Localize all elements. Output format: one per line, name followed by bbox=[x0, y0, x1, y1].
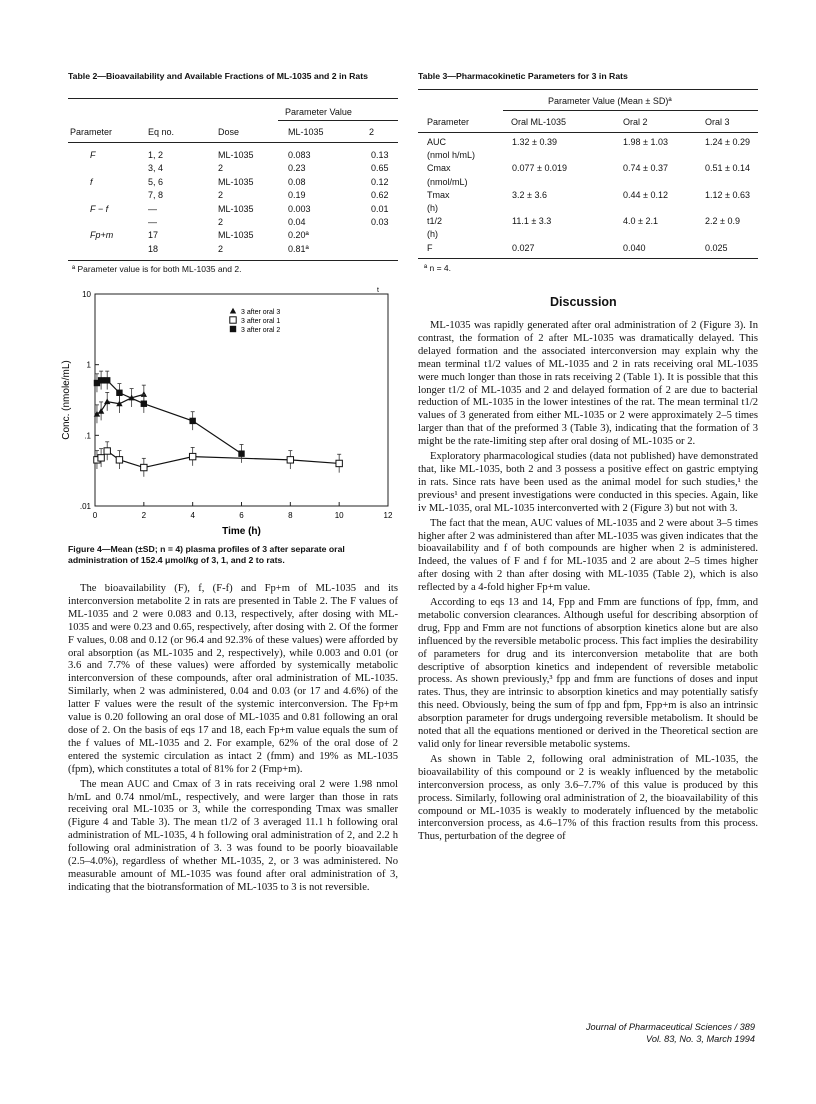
table2-cell: 0.003 bbox=[288, 203, 311, 214]
table3-cell: 4.0 ± 2.1 bbox=[623, 216, 658, 227]
discussion-paragraph-2: Exploratory pharmacological studies (data not published) have demonstrated that, like ML-1035, both 2 and 3 possess a positive effect on gastric emptying in rats. Since rats have been used as the animal model for such studies,¹ the previous¹ and present investigations were conducted in this species. Again, like iv ML-1035, oral ML-1035 interconverted with 2 (Figure 3) but not with 3. bbox=[418, 451, 758, 514]
table3-cell: 0.027 bbox=[512, 242, 535, 253]
table3-row bbox=[418, 177, 758, 190]
table2-cell: 0.65 bbox=[371, 163, 389, 174]
table2-cell: ML-1035 bbox=[218, 203, 254, 214]
table2-cell: 7, 8 bbox=[148, 190, 164, 201]
table3-cell: 1.12 ± 0.63 bbox=[705, 189, 750, 200]
data-point bbox=[238, 450, 244, 456]
table3-header-oral-ml1035: Oral ML-1035 bbox=[511, 117, 567, 127]
table2-cell: 18 bbox=[148, 243, 159, 254]
table2-cell: 0.03 bbox=[371, 217, 389, 227]
discussion-heading: Discussion bbox=[550, 295, 617, 309]
data-point bbox=[116, 457, 122, 463]
table3-row bbox=[418, 163, 758, 176]
table3-row bbox=[418, 150, 758, 163]
table2-cell: 0.01 bbox=[371, 203, 389, 214]
data-point bbox=[104, 398, 110, 404]
table2-cell: 0.20ª bbox=[288, 230, 309, 241]
data-point bbox=[189, 418, 195, 424]
table2-footnote: ª Parameter value is for both ML-1035 and 2. bbox=[72, 264, 242, 274]
table3-cell: 0.025 bbox=[705, 242, 728, 253]
plot-frame bbox=[95, 294, 388, 506]
data-point bbox=[104, 377, 110, 383]
table3-row bbox=[418, 190, 758, 203]
table2-cell: 0.62 bbox=[371, 190, 389, 201]
table3-cell: (nmol h/mL) bbox=[427, 150, 476, 161]
data-point bbox=[336, 460, 342, 466]
table3-header-oral-2: Oral 2 bbox=[623, 117, 648, 127]
discussion-paragraph-1: ML-1035 was rapidly generated after oral administration of 2 (Figure 3). In contrast, the formation of 2 after ML-1035 was dramatically delayed. This delayed formation and the associated interconversion may explain why the mean terminal t1/2 values of ML-1035 and 2 in rats receiving oral ML-1035 were much longer than those in rats receiving 2 (Table 1). It is possible that this longer t1/2 of ML-1035 and 2 and delayed formation of 2 are due to bacterial reduction of ML-1035 in the lower intestines of the rat. The mean terminal t1/2 values of 3 generated from either ML-1035 or 2 were approximately 2–5 times larger than that of the preformed 3 (Table 3), indicating that the formation of 3 might be the rate-limiting step after oral dosing of ML-1035 or 2. bbox=[418, 320, 758, 448]
table3-row bbox=[418, 243, 758, 256]
y-axis-label: Conc. (nmole/mL) bbox=[61, 360, 72, 440]
table2-cell: — bbox=[148, 217, 157, 227]
table3-cell: 1.24 ± 0.29 bbox=[705, 137, 750, 147]
table2-cell: 2 bbox=[218, 217, 224, 227]
y-tick-label: 1 bbox=[86, 360, 91, 370]
table2-cell: 3, 4 bbox=[148, 163, 164, 174]
table2-header-2: 2 bbox=[369, 127, 375, 137]
table3-group-header: Parameter Value (Mean ± SD)ª bbox=[548, 96, 672, 106]
table2-row bbox=[68, 244, 398, 257]
data-point bbox=[98, 455, 104, 461]
table3-cell: t1/2 bbox=[427, 216, 443, 227]
table3-footnote: ª n = 4. bbox=[424, 263, 452, 273]
table3-cell: (h) bbox=[427, 203, 438, 213]
table3-cell: 0.040 bbox=[623, 242, 646, 253]
table2-group-rule bbox=[278, 120, 398, 121]
data-point bbox=[287, 457, 293, 463]
y-tick-label: .1 bbox=[84, 431, 91, 441]
table2-top-rule bbox=[68, 98, 398, 99]
table2-cell: 0.083 bbox=[288, 150, 311, 160]
table2-row bbox=[68, 177, 398, 190]
x-tick-label: 0 bbox=[92, 511, 98, 520]
table3-header-parameter: Parameter bbox=[427, 117, 470, 127]
data-point bbox=[141, 401, 147, 407]
corner-mark: t bbox=[377, 287, 379, 294]
table3-cell: (h) bbox=[427, 229, 438, 240]
table2-cell: f bbox=[90, 176, 93, 187]
table3-row bbox=[418, 137, 758, 150]
figure4-caption: Figure 4—Mean (±SD; n = 4) plasma profiles of 3 after separate oral administration of 152.4 μmol/kg of 3, 1, and 2 to rats. bbox=[68, 544, 345, 565]
table2-row bbox=[68, 204, 398, 217]
x-axis-label: Time (h) bbox=[222, 526, 261, 537]
discussion-paragraph-4: According to eqs 13 and 14, Fpp and Fmm are functions of fpp, fmm, and metabolic conversion clearances. Although useful for describing absorption of drug, Fpp and Fmm are not functions of absorption kinetics alone but are also influenced by the reversible metabolic process. This fact implies the desirability of parameters for drug and its interconversion metabolite that are both descriptive of absorption kinetics and independent of reversible metabolic process. As shown previously,³ fpp and fmm are functions of doses and input rates. Thus, they are intrinsic to absorption kinetics and may potentially satisfy this need. Obviously, being the sum of fpp and fpm, Fpp+m is also an intrinsic absorption parameter for drugs undergoing reversible metabolism. It should be noted that all the equations mentioned or derived in the Theoretical section are valid only for linear reversible metabolic systems. bbox=[418, 597, 758, 750]
table2-cell: ML-1035 bbox=[218, 150, 254, 160]
legend-marker bbox=[230, 317, 236, 323]
table2-cell: F bbox=[90, 150, 96, 160]
table2-cell: 2 bbox=[218, 163, 224, 174]
table3-cell: 0.077 ± 0.019 bbox=[512, 163, 567, 174]
x-tick-label: 4 bbox=[190, 511, 195, 520]
left-paragraph-2: The mean AUC and Cmax of 3 in rats receiving oral 2 were 1.98 nmol h/mL and 0.74 nmol/mL, respectively, and were larger than those in rats receiving oral ML-1035 or 3, while the corresponding Tmax was smaller (Figure 4 and Table 3). The mean t1/2 of 3 averaged 11.1 h following oral administration of ML-1035, 4 h following oral administration of 2, and 2.2 h following oral administration of 3. 3 was found to be poorly bioavailable (2.5–4.0%), regardless of whether ML-1035, 2, or 3 was administered. No measurable amount of ML-1035 was found after oral administration of 3, indicating that the biotransformation of ML-1035 to 3 is not reversible. bbox=[68, 778, 398, 893]
table3-cell: 3.2 ± 3.6 bbox=[512, 189, 547, 200]
table2-cell: 0.23 bbox=[288, 163, 306, 174]
table2-header-dose: Dose bbox=[218, 127, 240, 137]
table2-row bbox=[68, 217, 398, 230]
table3-cell: 2.2 ± 0.9 bbox=[705, 216, 740, 227]
table2-cell: 17 bbox=[148, 230, 159, 241]
journal-issue: Vol. 83, No. 3, March 1994 bbox=[646, 1033, 755, 1044]
data-point bbox=[141, 464, 147, 470]
table2-caption: Table 2—Bioavailability and Available Fractions of ML-1035 and 2 in Rats bbox=[68, 71, 368, 81]
table3-row bbox=[418, 203, 758, 216]
discussion-paragraph-3: The fact that the mean, AUC values of ML-1035 and 2 were about 3–5 times higher after 2 was administered than after ML-1035 was given indicates that the bioavailability and f of both compounds are higher when 2 is administered. Indeed, the values of F and f for ML-1035 and 2 are about 2–5 times higher after dosing with 2 than after dosing with ML-1035 (Table 2), which is also reflected by a 4-fold higher Fp+m value. bbox=[418, 517, 758, 594]
table3-cell: Cmax bbox=[427, 163, 451, 174]
page-footer bbox=[500, 1022, 755, 1045]
table3-header-oral-3: Oral 3 bbox=[705, 117, 730, 127]
table2-cell: — bbox=[148, 203, 157, 214]
table3-cell: 0.74 ± 0.37 bbox=[623, 163, 668, 174]
x-tick-label: 6 bbox=[239, 511, 244, 520]
table2-row bbox=[68, 190, 398, 203]
table2-header-parameter: Parameter bbox=[70, 127, 113, 137]
series-line bbox=[97, 451, 339, 468]
table2-group-header: Parameter Value bbox=[285, 107, 352, 117]
table3-cell: F bbox=[427, 242, 433, 253]
table3-row bbox=[418, 216, 758, 229]
table3-cell: AUC bbox=[427, 137, 447, 147]
data-point bbox=[98, 408, 104, 414]
table3-cell: 0.51 ± 0.14 bbox=[705, 163, 750, 174]
table2-row bbox=[68, 230, 398, 243]
table3-header-rule bbox=[418, 132, 758, 133]
table2-row bbox=[68, 163, 398, 176]
table2-cell: 2 bbox=[218, 190, 224, 201]
table2-cell: 5, 6 bbox=[148, 176, 164, 187]
journal-name: Journal of Pharmaceutical Sciences / 389 bbox=[585, 1022, 755, 1032]
data-point bbox=[104, 448, 110, 454]
data-point bbox=[189, 453, 195, 459]
table2-cell: 2 bbox=[218, 243, 224, 254]
table3-top-rule bbox=[418, 89, 758, 90]
table2-cell: 0.12 bbox=[371, 176, 389, 187]
table3-cell: 1.98 ± 1.03 bbox=[623, 137, 668, 147]
table3-bottom-rule bbox=[418, 258, 758, 259]
data-point bbox=[116, 390, 122, 396]
table3-caption: Table 3—Pharmacokinetic Parameters for 3 in Rats bbox=[418, 71, 628, 81]
table2-cell: 1, 2 bbox=[148, 150, 164, 160]
table2-cell: ML-1035 bbox=[218, 176, 254, 187]
legend-marker bbox=[230, 326, 236, 332]
legend-label: 3 after oral 1 bbox=[241, 318, 281, 325]
table2-cell: ML-1035 bbox=[218, 230, 254, 241]
table3-group-rule bbox=[503, 110, 758, 111]
x-tick-label: 12 bbox=[383, 511, 393, 520]
table3-cell: 1.32 ± 0.39 bbox=[512, 137, 557, 147]
legend-marker bbox=[230, 308, 236, 314]
table2-header-rule bbox=[68, 142, 398, 143]
table2-cell: Fp+m bbox=[90, 230, 114, 241]
figure4-chart bbox=[55, 284, 400, 544]
table2-cell: 0.13 bbox=[371, 150, 389, 160]
y-tick-label: 10 bbox=[82, 290, 91, 299]
left-column-text bbox=[68, 583, 398, 897]
discussion-text bbox=[418, 320, 758, 846]
data-point bbox=[98, 377, 104, 383]
x-tick-label: 8 bbox=[288, 511, 293, 520]
table2-cell: 0.19 bbox=[288, 190, 306, 201]
discussion-paragraph-5: As shown in Table 2, following oral administration of ML-1035, the bioavailability of this compound or 2 is weakly influenced by the metabolic interconversion process, as only 3.6–7.7% of this value is produced by this process. Similarly, following oral administration of 2, the bioavailability of this compound or ML-1035 is weakly to moderately influenced by the metabolic interconversion process, as 4.6–17% of this fraction results from this process. Thus, perturbation of the degree of bbox=[418, 753, 758, 843]
table2-row bbox=[68, 150, 398, 163]
x-tick-label: 10 bbox=[334, 511, 344, 520]
table2-cell: 0.08 bbox=[288, 176, 306, 187]
y-tick-label: .01 bbox=[79, 502, 91, 511]
table2-bottom-rule bbox=[68, 260, 398, 261]
table2-cell: 0.04 bbox=[288, 217, 306, 227]
table3-row bbox=[418, 229, 758, 242]
table3-cell: 0.44 ± 0.12 bbox=[623, 189, 668, 200]
table2-cell: 0.81ª bbox=[288, 243, 309, 254]
table2-cell: F − f bbox=[90, 203, 109, 214]
table3-cell: (nmol/mL) bbox=[427, 176, 468, 187]
table2-header-eqno: Eq no. bbox=[148, 127, 175, 137]
table2-header-ml1035: ML-1035 bbox=[288, 127, 324, 137]
table3-cell: Tmax bbox=[427, 189, 450, 200]
table3-cell: 11.1 ± 3.3 bbox=[512, 216, 552, 227]
legend-label: 3 after oral 2 bbox=[241, 327, 281, 334]
legend-label: 3 after oral 3 bbox=[241, 309, 281, 316]
left-paragraph-1: The bioavailability (F), f, (F-f) and Fp+m of ML-1035 and its interconversion metabolite 2 in rats are presented in Table 2. The F values of ML-1035 and 2 were 0.083 and 0.13, respectively, after dosing with ML-1035 and were 0.23 and 0.65, respectively, after dosing with 2. Of the former F values, 0.08 and 0.12 (or 96.4 and 92.3% of these values) were afforded by oral absorption (as ML-1035 and 2, respectively), while 0.003 and 0.01 (or 3.6 and 7.7% of these values) were afforded by systemically metabolic interconversion of these compounds, after oral administration of ML-1035. Similarly, when 2 was administered, 0.04 and 0.03 (or 17 and 4.6%) of the latter F values were the result of the systemic interconversion. The Fp+m value is 0.20 following an oral dose of ML-1035 and 0.81 following an oral dose of 2. On the basis of eqs 17 and 18, each Fp+m value equals the sum of the f values of ML-1035 and 2. For example, 62% of the oral dose of 2 entered the systemic circulation as intact 2 (fmm) and 19% as ML-1035 (fpm), which constitutes a total of 81% for 2 (Fmp+m). bbox=[68, 583, 398, 775]
x-tick-label: 2 bbox=[141, 511, 147, 520]
